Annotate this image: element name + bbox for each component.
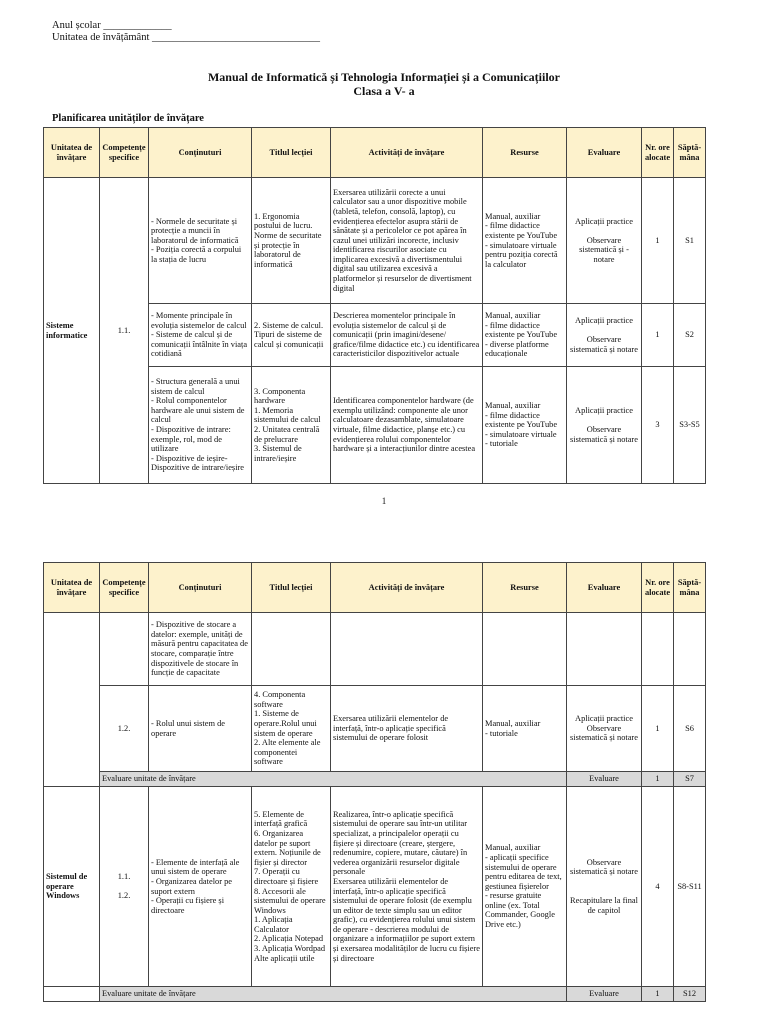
col-header-evaluation: Evaluare [567, 128, 642, 178]
school-year-line: Anul școlar _____________ [52, 20, 172, 31]
unit-cell [44, 987, 100, 1002]
col-header-competences: Competențe specifice [100, 128, 149, 178]
evaluation-cell: Observare sistematică și notare Recapitulare la final de capitol [567, 787, 642, 987]
page-number: 1 [381, 496, 387, 506]
evaluation-cell: Aplicații practice Observare sistematică și notare [567, 686, 642, 772]
week-cell: S12 [674, 987, 706, 1002]
table-row [44, 178, 706, 304]
evaluation-cell: Aplicații practice Observare sistematică și notare [567, 367, 642, 484]
hours-cell: 4 [642, 787, 674, 987]
col-header-lesson: Titlul lecției [252, 563, 331, 613]
col-header-activities: Activități de învățare [331, 128, 483, 178]
col-header-lesson: Titlul lecției [252, 128, 331, 178]
hours-cell: 1 [642, 686, 674, 772]
week-cell: S7 [674, 772, 706, 787]
school-unit-line: Unitatea de învățământ ________________________________ [52, 32, 321, 43]
lesson-cell [252, 613, 331, 686]
table-header-row [44, 563, 706, 613]
lesson-cell: 2. Sisteme de calcul. Tipuri de sisteme de calcul și comunicații [252, 304, 331, 367]
unit-cell [44, 613, 100, 787]
title-line-1: Manual de Informatică și Tehnologia Informației și a Comunicațiilor [207, 70, 560, 84]
hours-cell: 1 [642, 772, 674, 787]
hours-cell: 1 [642, 987, 674, 1002]
resources-cell [483, 613, 567, 686]
evaluation-row-label: Evaluare unitate de învățare [100, 987, 567, 1002]
evaluation-row [44, 987, 706, 1002]
document-header [52, 20, 320, 44]
resources-cell: Manual, auxiliar - aplicații specifice sistemului de operare pentru editarea de text, gestiunea fișierelor - resurse gratuite online (ex. Total Commander, Google Drive etc.) [483, 787, 567, 987]
col-header-resources: Resurse [483, 128, 567, 178]
evaluation-cell: Evaluare [567, 987, 642, 1002]
activities-cell: Exersarea utilizării elementelor de interfață, într-o aplicație specifică sistemului de operare folosit [331, 686, 483, 772]
activities-cell: Exersarea utilizării corecte a unui calculator sau a unor dispozitive mobile (tabletă, telefon, consolă, laptop), cu evidențierea efectelor asupra stării de sănătate și a pericolelor ce pot apărea în cazul unei utilizări incorecte, inclusiv identificarea riscurilor asociate cu implicarea excesivă a divertismentului digital sau utilizarea excesivă a platformelor și resurselor de divertisment digital [331, 178, 483, 304]
competence-cell: 1.2. [100, 686, 149, 772]
week-cell: S1 [674, 178, 706, 304]
hours-cell [642, 613, 674, 686]
evaluation-row-label: Evaluare unitate de învățare [100, 772, 567, 787]
activities-cell: Descrierea momentelor principale în evoluția sistemelor de calcul și de comunicații (prin imagini/desene/ grafice/filme didactice etc.) cu identificarea caracteristicilor dispozitivelor actuale [331, 304, 483, 367]
content-cell: - Structura generală a unui sistem de calcul - Rolul componentelor hardware ale unui sistem de calcul - Dispozitive de intrare: exemple, rol, mod de utilizare - Dispozitive de ieșire- Dispozitive de intrare/ieșire [149, 367, 252, 484]
evaluation-row [44, 772, 706, 787]
competence-cell: 1.1. [100, 178, 149, 484]
unit-cell: Sistemul de operare Windows [44, 787, 100, 987]
title-line-2: Clasa a V- a [353, 84, 415, 98]
lesson-cell: 1. Ergonomia postului de lucru. Norme de securitate și protecție în laboratorul de informatică [252, 178, 331, 304]
content-cell: - Normele de securitate și protecție a muncii în laboratorul de informatică - Poziția corectă a corpului la stația de lucru [149, 178, 252, 304]
resources-cell: Manual, auxiliar - tutoriale [483, 686, 567, 772]
week-cell: S6 [674, 686, 706, 772]
col-header-evaluation: Evaluare [567, 563, 642, 613]
col-header-content: Conținuturi [149, 128, 252, 178]
section-subtitle: Planificarea unităților de învățare [52, 113, 204, 124]
lesson-cell: 4. Componenta software 1. Sisteme de operare.Rolul unui sistem de operare 2. Alte elemente ale componentei software [252, 686, 331, 772]
activities-cell: Realizarea, într-o aplicație specifică sistemului de operare sau într-un utilitar specializat, a principalelor operații cu fișiere și directoare (creare, ștergere, redenumire, copiere, mutare, căutare) în vederea organizării resurselor digitale personale Exersarea utilizării elementelor de interfață, într-o aplicație specifică sistemului de operare folosit (de exemplu un editor de texte simplu sau un editor grafic), cu evidențierea rolului unui sistem de operare - descrierea modului de organizare a informațiilor pe suport extern și exersarea modalităților de lucru cu fișiere și directoare [331, 787, 483, 987]
resources-cell: Manual, auxiliar - filme didactice existente pe YouTube - simulatoare virtuale pentru poziția corectă la calculator [483, 178, 567, 304]
content-cell: - Elemente de interfață ale unui sistem de operare - Organizarea datelor pe suport extern - Operații cu fișiere și directoare [149, 787, 252, 987]
col-header-content: Conținuturi [149, 563, 252, 613]
activities-cell: Identificarea componentelor hardware (de exemplu utilizând: componente ale unor calculatoare dezasamblate, simulatoare virtuale, filme didactice, planșe etc.) cu evidențierea rolului componentelor hardware și a interacțiunilor dintre acestea [331, 367, 483, 484]
unit-cell: Sisteme informatice [44, 178, 100, 484]
activities-cell [331, 613, 483, 686]
col-header-hours: Nr. ore alocate [642, 563, 674, 613]
table-row [44, 787, 706, 987]
content-cell: - Dispozitive de stocare a datelor: exemple, unități de măsură pentru capacitatea de stocare, comparație între dispozitivele de stocare în funcție de capacitate [149, 613, 252, 686]
col-header-hours: Nr. ore alocate [642, 128, 674, 178]
table-row [44, 613, 706, 686]
week-cell: S2 [674, 304, 706, 367]
col-header-week: Săptă-mâna [674, 128, 706, 178]
lesson-cell: 3. Componenta hardware 1. Memoria sistemului de calcul 2. Unitatea centrală de prelucrare 3. Sistemul de intrare/ieșire [252, 367, 331, 484]
col-header-activities: Activități de învățare [331, 563, 483, 613]
evaluation-cell: Aplicații practice Observare sistematică și - notare [567, 178, 642, 304]
content-cell: - Momente principale în evoluția sistemelor de calcul - Sisteme de calcul și de comunicații întâlnite în viața cotidiană [149, 304, 252, 367]
evaluation-cell: Aplicații practice Observare sistematică și notare [567, 304, 642, 367]
week-cell: S8-S11 [674, 787, 706, 987]
table-row [44, 686, 706, 772]
competence-cell: 1.1. 1.2. [100, 787, 149, 987]
table-header-row [44, 128, 706, 178]
col-header-week: Săptă-mâna [674, 563, 706, 613]
week-cell: S3-S5 [674, 367, 706, 484]
document-title [0, 70, 768, 98]
resources-cell: Manual, auxiliar - filme didactice existente pe YouTube - diverse platforme educaționale [483, 304, 567, 367]
col-header-unit: Unitatea de învățare [44, 128, 100, 178]
hours-cell: 3 [642, 367, 674, 484]
col-header-resources: Resurse [483, 563, 567, 613]
content-cell: - Rolul unui sistem de operare [149, 686, 252, 772]
evaluation-cell: Evaluare [567, 772, 642, 787]
hours-cell: 1 [642, 178, 674, 304]
col-header-unit: Unitatea de învățare [44, 563, 100, 613]
week-cell [674, 613, 706, 686]
competence-cell [100, 613, 149, 686]
lesson-cell: 5. Elemente de interfață grafică 6. Organizarea datelor pe suport extern. Noțiunile de fișier și director 7. Operații cu directoare și fișiere 8. Accesorii ale sistemului de operare Windows 1. Aplicația Calculator 2. Aplicația Notepad 3. Aplicația Wordpad Alte aplicații utile [252, 787, 331, 987]
col-header-competences: Competențe specifice [100, 563, 149, 613]
planning-table-page-2 [43, 562, 706, 1002]
planning-table-page-1 [43, 127, 706, 484]
resources-cell: Manual, auxiliar - filme didactice existente pe YouTube - simulatoare virtuale - tutoriale [483, 367, 567, 484]
hours-cell: 1 [642, 304, 674, 367]
evaluation-cell [567, 613, 642, 686]
